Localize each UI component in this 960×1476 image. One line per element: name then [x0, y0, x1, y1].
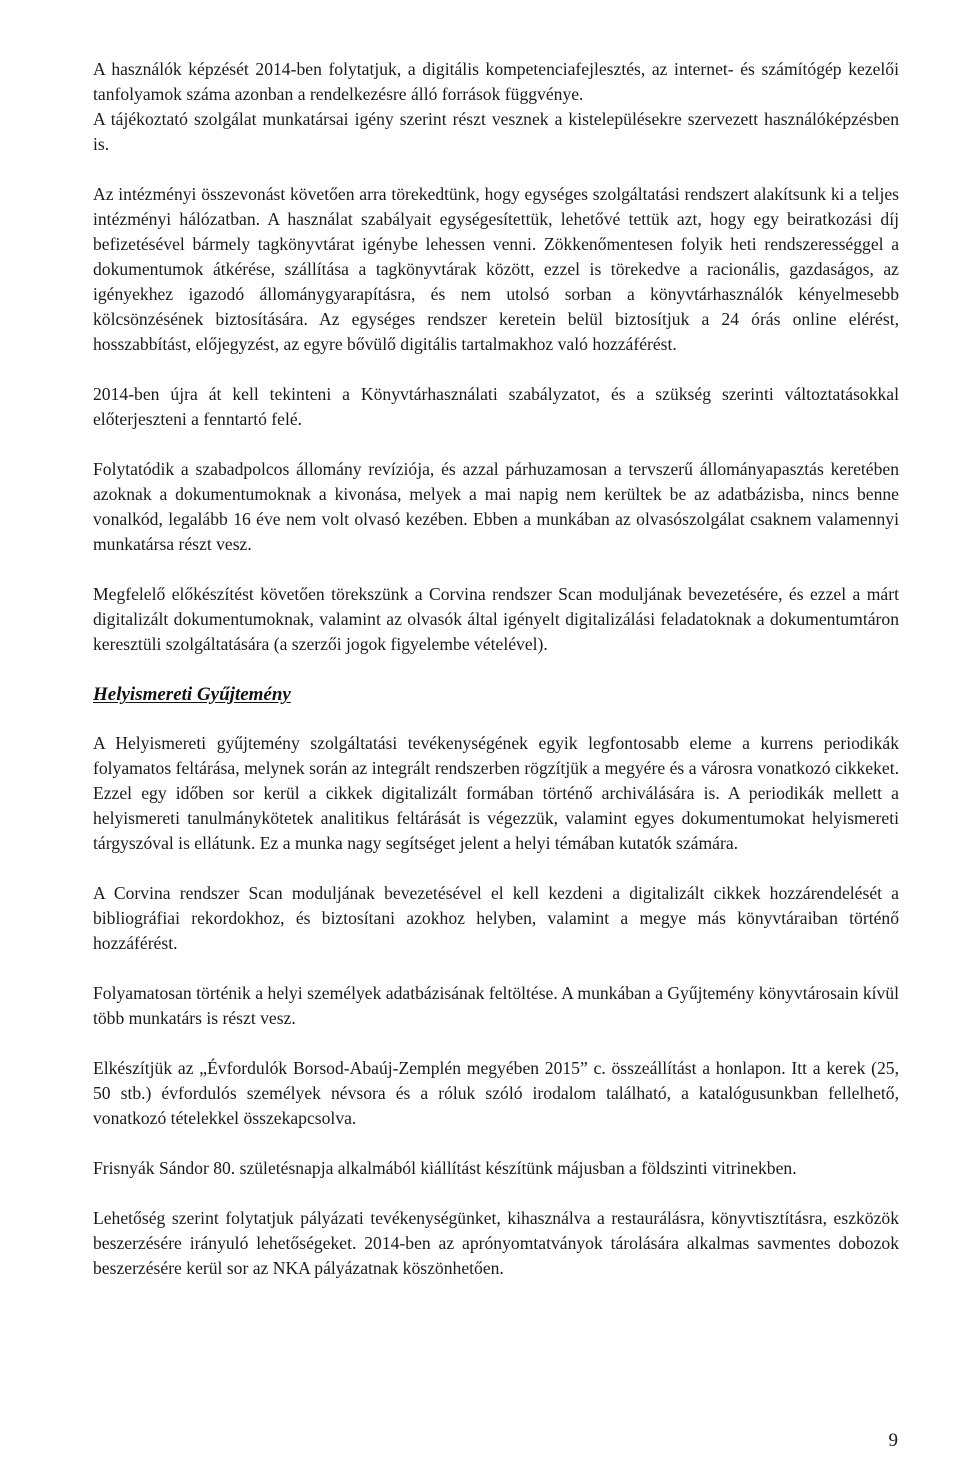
paragraph-unified-service-details: A használat szabályait egységesítettük, lehetővé tettük azt, hogy egy beiratkozási díj befizetésével bármely tagkönyvtárat igénybe lehessen venni. Zökkenőmentesen folyik heti rendszerességgel a dokumentumok átkérése, szállítása a tagkönyvtárak között, ezzel is törekedve a racionális, gazdaságos, az igényekhez igazodó állománygyarapításra, és nem utolsó sorban a könyvtárhasználók kényelmesebb kölcsönzésének biztosítására. Az egységes rendszer keretein belül biztosítjuk a 24 órás online elérést, hosszabbítást, előjegyzést, az egyre bővülő digitális tartalmakhoz való hozzáférést.	[93, 209, 899, 354]
page-number: 9	[888, 1430, 898, 1451]
paragraph-user-training: A használók képzését 2014-ben folytatjuk, a digitális kompetenciafejlesztés, az internet- és számítógép kezelői tanfolyamok száma azonban a rendelkezésre álló források függvénye.	[93, 59, 899, 104]
paragraph-periodicals: A Helyismereti gyűjtemény szolgáltatási tevékenységének egyik legfontosabb eleme a kurrens periodikák folyamatos feltárása, melynek során az integrált rendszerben rögzítjük a megyére és a városra vonatkozó cikkeket. Ezzel egy időben sor kerül a cikkek digitalizált formában történő archiválására is. A periodikák mellett a helyismereti tanulmánykötetek analitikus feltárását is végezzük, valamint egyes dokumentumokat helyismereti tárgyszóval is ellátunk. Ez a munka nagy segítséget jelent a helyi témában kutatók számára.	[93, 733, 899, 853]
paragraph-regulations: 2014-ben újra át kell tekinteni a Könyvtárhasználati szabályzatot, és a szükség szerinti változtatásokkal előterjeszteni a fenntartó felé.	[93, 384, 899, 429]
paragraph-revision: Folytatódik a szabadpolcos állomány revíziója, és azzal párhuzamosan a tervszerű állományapasztás keretében azoknak a dokumentumoknak a kivonása, melyek a mai napig nem kerültek be az adatbázisba, nincs benne vonalkód, legalább 16 éve nem volt olvasó kezében. Ebben a munkában az olvasószolgálat csaknem valamennyi munkatársa részt vesz.	[93, 459, 899, 554]
paragraph-scan-module: Megfelelő előkészítést követően törekszünk a Corvina rendszer Scan moduljának bevezetésére, és ezzel a márt digitalizált dokumentumoknak, valamint az olvasók által igényelt digitalizálási feladatoknak a dokumentumtáron keresztüli szolgáltatására (a szerzői jogok figyelembe vételével).	[93, 584, 899, 654]
paragraph-anniversaries: Elkészítjük az „Évfordulók Borsod-Abaúj-Zemplén megyében 2015” c. összeállítást a honlapon. Itt a kerek (25, 50 stb.) évfordulós személyek névsora és a róluk szóló irodalom található, a katalógusunkban fellelhető, vonatkozó tételekkel összekapcsolva.	[93, 1058, 899, 1128]
paragraph-unified-service-intro: Az intézményi összevonást követően arra törekedtünk, hogy egységes szolgáltatási rendszert alakítsunk ki a teljes intézményi hálózatban.	[93, 184, 899, 229]
section-heading: Helyismereti Gyűjtemény	[93, 684, 291, 705]
paragraph-exhibition: Frisnyák Sándor 80. születésnapja alkalmából kiállítást készítünk májusban a földszinti vitrinekben.	[93, 1158, 797, 1178]
document-body	[93, 57, 899, 1306]
paragraph-grants: Lehetőség szerint folytatjuk pályázati tevékenységünket, kihasználva a restaurálásra, könyvtisztításra, eszközök beszerzésére irányuló lehetőségeket. 2014-ben az aprónyomtatványok tárolására alkalmas savmentes dobozok beszerzésére kerül sor az NKA pályázatnak köszönhetően.	[93, 1208, 899, 1278]
paragraph-reference-service: A tájékoztató szolgálat munkatársai igény szerint részt vesznek a kistelepülésekre szervezett használóképzésben is.	[93, 109, 899, 154]
paragraph-digitized-articles: A Corvina rendszer Scan moduljának bevezetésével el kell kezdeni a digitalizált cikkek hozzárendelését a bibliográfiai rekordokhoz, és biztosítani azokhoz helyben, valamint a megye más könyvtáraiban történő hozzáférést.	[93, 883, 899, 953]
paragraph-local-persons-db: Folyamatosan történik a helyi személyek adatbázisának feltöltése. A munkában a Gyűjtemény könyvtárosain kívül több munkatárs is részt vesz.	[93, 983, 899, 1028]
paragraph-unified-service	[93, 182, 899, 357]
